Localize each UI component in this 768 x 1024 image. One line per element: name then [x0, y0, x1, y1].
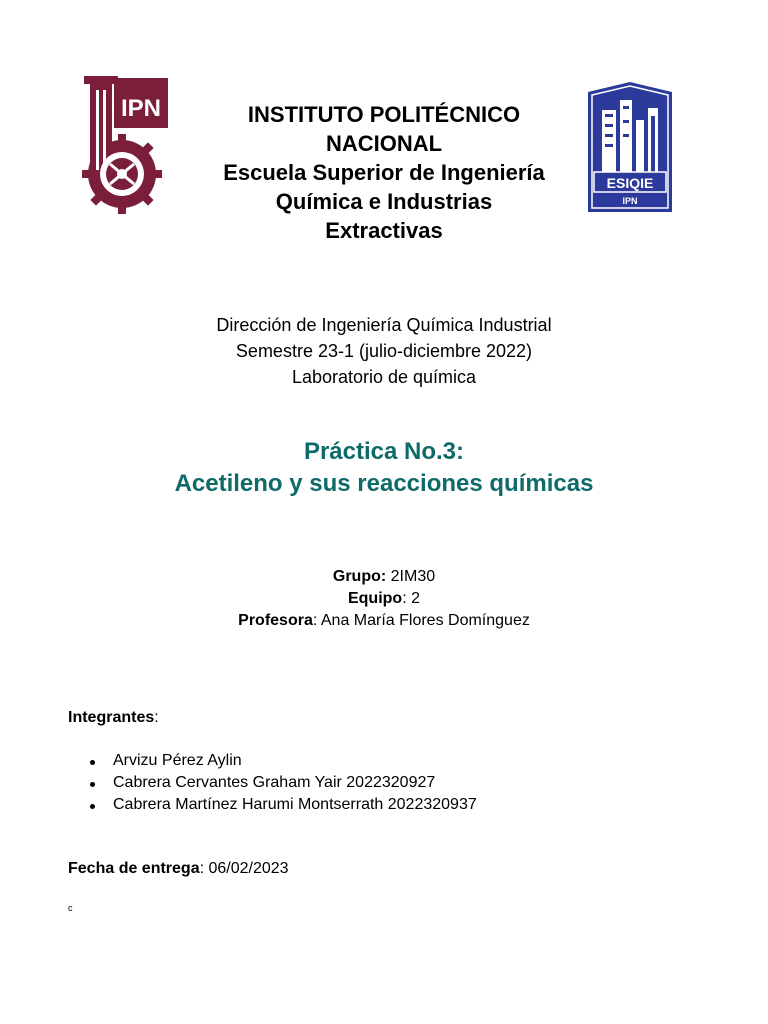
group-line	[120, 566, 648, 588]
list-item: Arvizu Pérez Aylin	[88, 750, 477, 772]
school-name-line1: Escuela Superior de Ingeniería	[223, 160, 545, 185]
practice-title-block	[80, 436, 688, 500]
teacher-value: : Ana María Flores Domínguez	[312, 612, 530, 629]
esiqie-logo-subtext: IPN	[622, 196, 638, 206]
members-colon: :	[154, 709, 159, 726]
group-value: 2IM30	[386, 568, 436, 585]
members-label: Integrantes	[68, 709, 155, 726]
teacher-label: Profesora	[238, 612, 313, 629]
institution-name-line1: INSTITUTO POLITÉCNICO	[247, 102, 521, 127]
team-line	[120, 588, 648, 610]
semester: Semestre 23-1 (julio-diciembre 2022)	[235, 341, 533, 361]
members-heading	[68, 707, 159, 729]
school-name-line3: Extractivas	[325, 218, 443, 243]
list-item: Cabrera Cervantes Graham Yair 2022320927	[88, 772, 477, 794]
members-list	[88, 750, 477, 816]
ipn-logo	[80, 72, 170, 214]
department-block	[120, 312, 648, 390]
group-label: Grupo:	[332, 568, 387, 585]
team-label: Equipo	[347, 590, 403, 607]
institution-header	[190, 100, 578, 245]
ipn-logo-text: IPN	[120, 95, 162, 122]
delivery-value: : 06/02/2023	[199, 860, 289, 877]
delivery-date	[68, 858, 289, 880]
department-name: Dirección de Ingeniería Química Industrial	[216, 315, 552, 335]
practice-number: Práctica No.3:	[303, 438, 465, 465]
esiqie-logo-text: ESIQIE	[606, 175, 654, 191]
practice-title: Acetileno y sus reacciones químicas	[174, 470, 594, 497]
group-info	[120, 566, 648, 632]
list-item: Cabrera Martínez Harumi Montserrath 2022320937	[88, 794, 477, 816]
team-value: : 2	[402, 590, 420, 607]
footnote: c	[68, 903, 73, 913]
delivery-label: Fecha de entrega	[68, 860, 200, 877]
esiqie-logo	[582, 80, 678, 216]
laboratory-name: Laboratorio de química	[291, 367, 477, 387]
institution-name-line2: NACIONAL	[325, 131, 443, 156]
school-name-line2: Química e Industrias	[275, 189, 493, 214]
teacher-line	[120, 610, 648, 632]
